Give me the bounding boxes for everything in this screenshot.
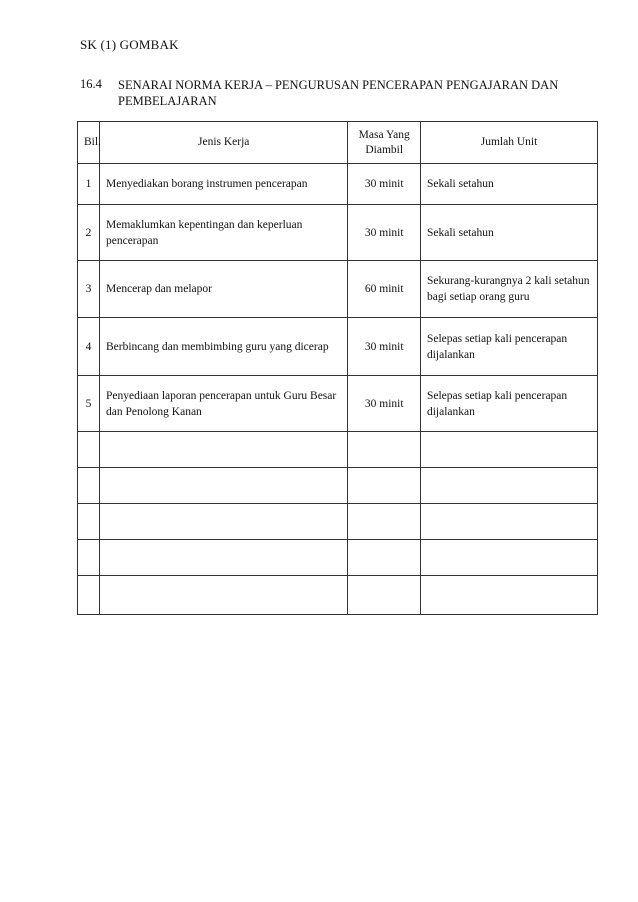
row-masa: 60 minit bbox=[348, 261, 421, 318]
row-masa: 30 minit bbox=[348, 205, 421, 261]
header-jumlah-unit: Jumlah Unit bbox=[420, 122, 597, 164]
school-name: SK (1) GOMBAK bbox=[80, 37, 179, 52]
empty-cell bbox=[348, 576, 421, 615]
table-row bbox=[78, 376, 598, 432]
row-jumlah-unit: Sekali setahun bbox=[420, 205, 597, 261]
empty-table-row bbox=[78, 576, 598, 615]
row-masa: 30 minit bbox=[348, 376, 421, 432]
row-bil: 4 bbox=[78, 318, 100, 376]
empty-cell bbox=[78, 468, 100, 504]
empty-cell bbox=[348, 468, 421, 504]
empty-table-row bbox=[78, 432, 598, 468]
empty-cell bbox=[348, 540, 421, 576]
empty-cell bbox=[99, 504, 347, 540]
row-bil: 1 bbox=[78, 164, 100, 205]
empty-cell bbox=[78, 576, 100, 615]
header-jenis-kerja: Jenis Kerja bbox=[99, 122, 347, 164]
row-bil: 3 bbox=[78, 261, 100, 318]
row-jumlah-unit: Sekurang-kurangnya 2 kali setahun bagi setiap orang guru bbox=[420, 261, 597, 318]
empty-cell bbox=[99, 540, 347, 576]
row-masa: 30 minit bbox=[348, 318, 421, 376]
empty-table-row bbox=[78, 504, 598, 540]
table-row bbox=[78, 318, 598, 376]
empty-cell bbox=[420, 576, 597, 615]
empty-cell bbox=[99, 432, 347, 468]
row-jumlah-unit: Selepas setiap kali pencerapan dijalankan bbox=[420, 318, 597, 376]
empty-cell bbox=[78, 540, 100, 576]
empty-cell bbox=[420, 540, 597, 576]
header-masa-yang-diambil: Masa Yang Diambil bbox=[348, 122, 421, 164]
empty-table-row bbox=[78, 540, 598, 576]
row-jumlah-unit: Sekali setahun bbox=[420, 164, 597, 205]
empty-cell bbox=[348, 432, 421, 468]
row-jenis-kerja: Berbincang dan membimbing guru yang dicerap bbox=[99, 318, 347, 376]
header-bil: Bil. bbox=[78, 122, 100, 164]
work-norms-table bbox=[77, 121, 598, 615]
row-jenis-kerja: Penyediaan laporan pencerapan untuk Guru Besar dan Penolong Kanan bbox=[99, 376, 347, 432]
empty-cell bbox=[99, 468, 347, 504]
empty-cell bbox=[420, 432, 597, 468]
empty-cell bbox=[420, 468, 597, 504]
empty-cell bbox=[348, 504, 421, 540]
empty-cell bbox=[420, 504, 597, 540]
empty-table-row bbox=[78, 468, 598, 504]
row-bil: 5 bbox=[78, 376, 100, 432]
empty-cell bbox=[78, 432, 100, 468]
row-masa: 30 minit bbox=[348, 164, 421, 205]
table-row bbox=[78, 164, 598, 205]
empty-cell bbox=[78, 504, 100, 540]
table-row bbox=[78, 205, 598, 261]
table-row bbox=[78, 261, 598, 318]
section-title: SENARAI NORMA KERJA – PENGURUSAN PENCERAPAN PENGAJARAN DAN PEMBELAJARAN bbox=[118, 78, 559, 108]
table-header-row bbox=[78, 122, 598, 164]
row-bil: 2 bbox=[78, 205, 100, 261]
row-jumlah-unit: Selepas setiap kali pencerapan dijalankan bbox=[420, 376, 597, 432]
row-jenis-kerja: Memaklumkan kepentingan dan keperluan pencerapan bbox=[99, 205, 347, 261]
row-jenis-kerja: Mencerap dan melapor bbox=[99, 261, 347, 318]
empty-cell bbox=[99, 576, 347, 615]
section-number: 16.4 bbox=[80, 77, 102, 91]
row-jenis-kerja: Menyediakan borang instrumen pencerapan bbox=[99, 164, 347, 205]
